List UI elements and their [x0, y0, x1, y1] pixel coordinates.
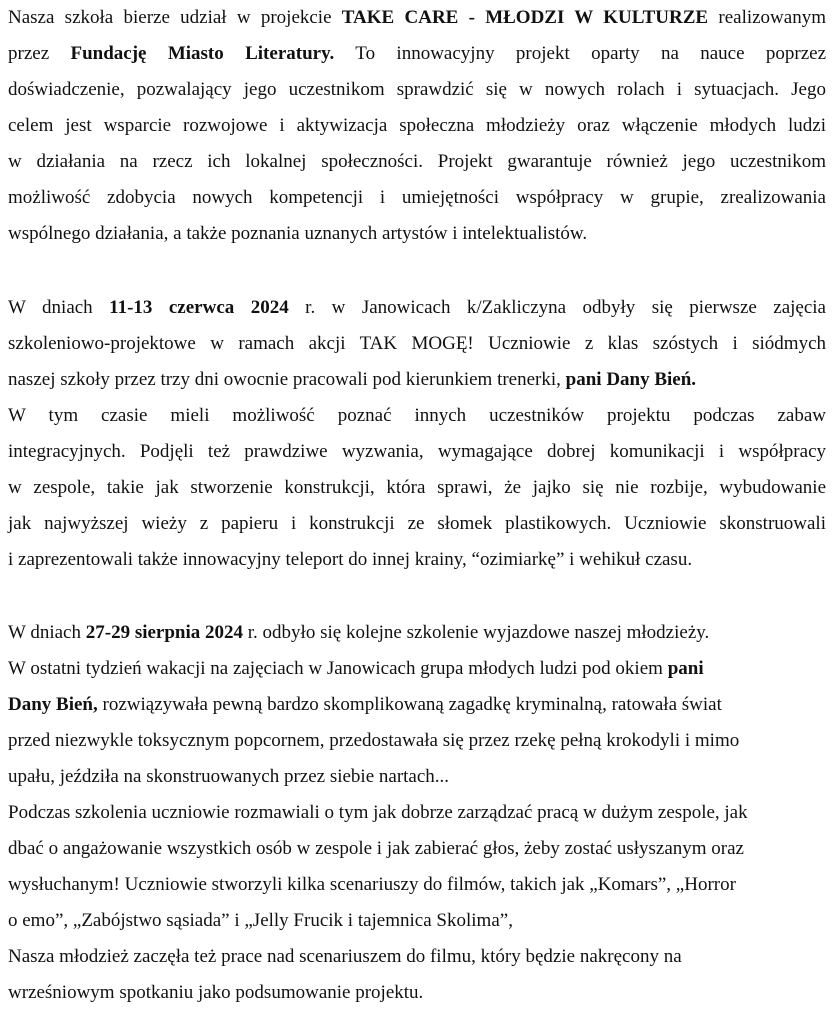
body-text: możliwość zdobycia nowych kompetencji i umiejętności współpracy w grupie, zrealizowania [8, 187, 826, 208]
bold-text: Dany Bień, [8, 694, 98, 715]
text-line [8, 296, 826, 320]
text-line [8, 78, 826, 102]
body-text: W dniach [8, 297, 110, 318]
body-text: To innowacyjny projekt oparty na nauce poprzez [334, 43, 827, 64]
body-text: wysłuchanym! Uczniowie stworzyli kilka scenariuszy do filmów, takich jak „Komars”, „Horror [8, 874, 736, 895]
text-line [8, 512, 826, 536]
body-text: o emo”, „Zabójstwo sąsiada” i „Jelly Frucik i tajemnica Skolima”, [8, 910, 513, 931]
body-text: integracyjnych. Podjęli też prawdziwe wyzwania, wymagające dobrej komunikacji i współpracy [8, 441, 826, 462]
text-line [8, 114, 826, 138]
body-text: Nasza młodzież zaczęła też prace nad scenariuszem do filmu, który będzie nakręcony na [8, 946, 682, 967]
bold-text: 11-13 czerwca 2024 [109, 297, 289, 318]
text-line [8, 801, 826, 825]
body-text: r. odbyło się kolejne szkolenie wyjazdowe naszej młodzieży. [243, 622, 710, 643]
body-text: i zaprezentowali także innowacyjny teleport do innej krainy, “ozimiarkę” i wehikuł czasu. [8, 549, 693, 570]
body-text: W ostatni tydzień wakacji na zajęciach w Janowicach grupa młodych ludzi pod okiem [8, 658, 668, 679]
body-text: celem jest wsparcie rozwojowe i aktywizacja społeczna młodzieży oraz włączenie młodych ludzi [8, 115, 826, 136]
body-text: Podczas szkolenia uczniowie rozmawiali o tym jak dobrze zarządzać pracą w dużym zespole, jak [8, 802, 748, 823]
bold-text: Fundację Miasto Literatury. [70, 43, 335, 64]
body-text: upału, jeździła na skonstruowanych przez siebie nartach... [8, 766, 450, 787]
text-line [8, 765, 826, 789]
text-line [8, 404, 826, 428]
body-text: wrześniowym spotkaniu jako podsumowanie projektu. [8, 982, 424, 1003]
body-text: rozwiązywała pewną bardzo skomplikowaną zagadkę kryminalną, ratowała świat [97, 694, 722, 715]
text-line [8, 476, 826, 500]
body-text: realizowanym [708, 7, 826, 28]
body-text: jak najwyższej wieży z papieru i konstrukcji ze słomek plastikowych. Uczniowie skonstruowali [8, 513, 826, 534]
text-line [8, 6, 826, 30]
body-text: Nasza szkoła bierze udział w projekcie [8, 7, 342, 28]
text-line [8, 837, 826, 861]
text-line [8, 440, 826, 464]
text-line [8, 186, 826, 210]
bold-text: pani Dany Bień. [565, 369, 697, 390]
body-text: W dniach [8, 622, 86, 643]
text-line [8, 873, 826, 897]
body-text: w działania na rzecz ich lokalnej społeczności. Projekt gwarantuje również jego uczestnikom [8, 151, 826, 172]
text-line [8, 621, 826, 645]
text-line [8, 657, 826, 681]
body-text: dbać o angażowanie wszystkich osób w zespole i jak zabierać głos, żeby zostać usłyszanym oraz [8, 838, 744, 859]
body-text: doświadczenie, pozwalający jego uczestnikom sprawdzić się w nowych rolach i sytuacjach. Jego [8, 79, 826, 100]
text-line [8, 222, 826, 246]
body-text: w zespole, takie jak stworzenie konstrukcji, która sprawi, że jajko się nie rozbije, wybudowanie [8, 477, 826, 498]
text-line [8, 42, 826, 66]
body-text: r. w Janowicach k/Zakliczyna odbyły się pierwsze zajęcia [288, 297, 826, 318]
bold-text: pani [667, 658, 704, 679]
body-text: szkoleniowo-projektowe w ramach akcji TAK MOGĘ! Uczniowie z klas szóstych i siódmych [8, 333, 826, 354]
bold-text: TAKE CARE - MŁODZI W KULTURZE [341, 7, 709, 28]
text-line [8, 729, 826, 753]
body-text: naszej szkoły przez trzy dni owocnie pracowali pod kierunkiem trenerki, [8, 369, 566, 390]
body-text: przez [8, 43, 71, 64]
text-line [8, 909, 826, 933]
text-line [8, 945, 826, 969]
text-line [8, 693, 826, 717]
text-line [8, 368, 826, 392]
text-line [8, 332, 826, 356]
text-line [8, 150, 826, 174]
text-line [8, 548, 826, 572]
body-text: wspólnego działania, a także poznania uznanych artystów i intelektualistów. [8, 223, 588, 244]
body-text: przed niezwykle toksycznym popcornem, przedostawała się przez rzekę pełną krokodyli i mimo [8, 730, 740, 751]
text-line [8, 981, 826, 1005]
body-text: W tym czasie mieli możliwość poznać innych uczestników projektu podczas zabaw [8, 405, 826, 426]
bold-text: 27-29 sierpnia 2024 [85, 622, 244, 643]
